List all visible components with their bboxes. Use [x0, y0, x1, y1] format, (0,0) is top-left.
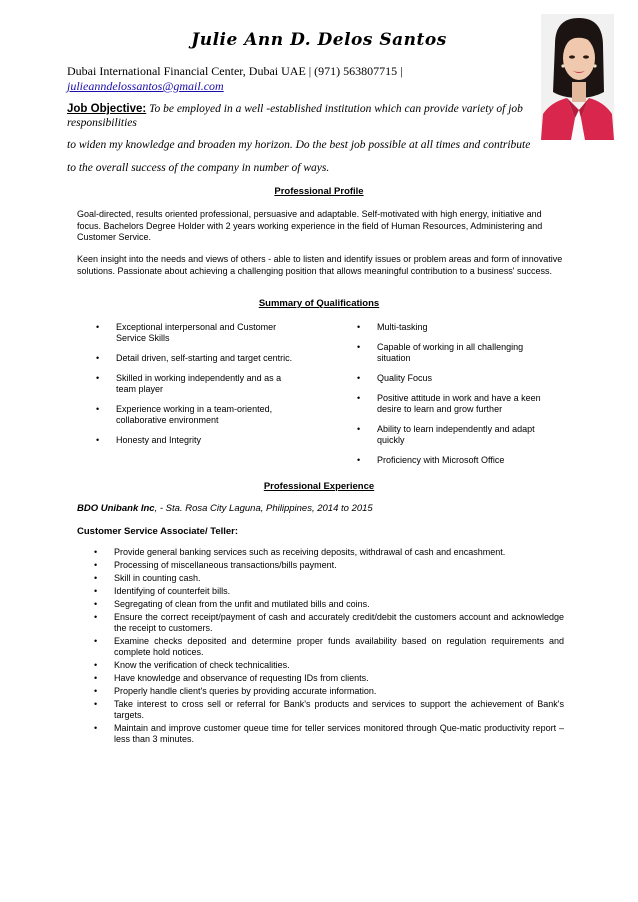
email-link[interactable]: julieanndelossantos@gmail.com	[67, 79, 224, 93]
list-item: • Provide general banking services such as receiving deposits, withdrawal of cash and encashment.	[94, 547, 564, 558]
list-item: • Ensure the correct receipt/payment of cash and accurately credit/debit the customers account and acknowledge the receipt to customers.	[94, 612, 564, 634]
objective-label: Job Objective:	[67, 103, 147, 115]
list-item: • Detail driven, self-starting and target centric.	[96, 353, 300, 364]
list-item: • Processing of miscellaneous transactions/bills payment.	[94, 560, 564, 571]
list-item: • Identifying of counterfeit bills.	[94, 586, 564, 597]
objective-line-1: To be employed in a well -established institution which can provide variety of job responsibilities	[67, 103, 523, 129]
section-heading-experience: Professional Experience	[263, 481, 375, 492]
candidate-name: Julie Ann D. Delos Santos	[191, 30, 447, 50]
list-item: • Take interest to cross sell or referral for Bank's products and services to support the achievement of Bank's targets.	[94, 699, 564, 721]
profile-paragraph-2: Keen insight into the needs and views of others - able to listen and identify issues or problem areas and form of innovative solutions. Passionate about achieving a challenging position that allows meaningful contribution to a business' success.	[77, 254, 563, 276]
list-item: • Proficiency with Microsoft Office	[357, 455, 559, 466]
list-item: • Capable of working in all challenging situation	[357, 342, 559, 364]
profile-photo	[541, 14, 614, 140]
portrait-illustration	[541, 14, 614, 140]
list-item: • Honesty and Integrity	[96, 435, 300, 446]
list-item: • Multi-tasking	[357, 322, 559, 333]
duties-list	[94, 547, 564, 747]
job-title: Customer Service Associate/ Teller:	[77, 526, 239, 537]
profile-paragraph-1: Goal-directed, results oriented professional, persuasive and adaptable. Self-motivated with high energy, initiative and focus. Bachelors Degree Holder with 2 years working experience in the field of Human Resources, Administering and Customer Service.	[77, 209, 543, 242]
list-item: • Have knowledge and observance of requesting IDs from clients.	[94, 673, 564, 684]
qualifications-right-list	[357, 322, 559, 475]
list-item: • Segregating of clean from the unfit and mutilated bills and coins.	[94, 599, 564, 610]
list-item: • Know the verification of check technicalities.	[94, 660, 564, 671]
contact-line: Dubai International Financial Center, Dubai UAE | (971) 563807715 |	[67, 64, 403, 78]
list-item: • Exceptional interpersonal and Customer Service Skills	[96, 322, 300, 344]
objective-line-3: to the overall success of the company in number of ways.	[67, 162, 330, 174]
employer-name: BDO Unibank Inc	[77, 503, 155, 514]
employer-line	[77, 503, 373, 514]
qualifications-left-list	[96, 322, 300, 455]
list-item: • Ability to learn independently and adapt quickly	[357, 424, 559, 446]
list-item: • Skilled in working independently and as a team player	[96, 373, 300, 395]
list-item: • Properly handle client's queries by providing accurate information.	[94, 686, 564, 697]
list-item: • Examine checks deposited and determine proper funds availability based on regulation requirements and complete hold notices.	[94, 636, 564, 658]
job-objective	[67, 102, 527, 130]
list-item: • Positive attitude in work and have a keen desire to learn and grow further	[357, 393, 559, 415]
section-heading-profile: Professional Profile	[274, 186, 364, 197]
list-item: • Quality Focus	[357, 373, 559, 384]
list-item: • Maintain and improve customer queue time for teller services monitored through Que-matic productivity report – less than 3 minutes.	[94, 723, 564, 745]
list-item: • Skill in counting cash.	[94, 573, 564, 584]
objective-line-2: to widen my knowledge and broaden my horizon. Do the best job possible at all times and contribute	[67, 139, 531, 151]
list-item: • Experience working in a team-oriented, collaborative environment	[96, 404, 300, 426]
employer-detail: , - Sta. Rosa City Laguna, Philippines, 2014 to 2015	[154, 503, 373, 514]
section-heading-qualifications: Summary of Qualifications	[258, 298, 380, 309]
